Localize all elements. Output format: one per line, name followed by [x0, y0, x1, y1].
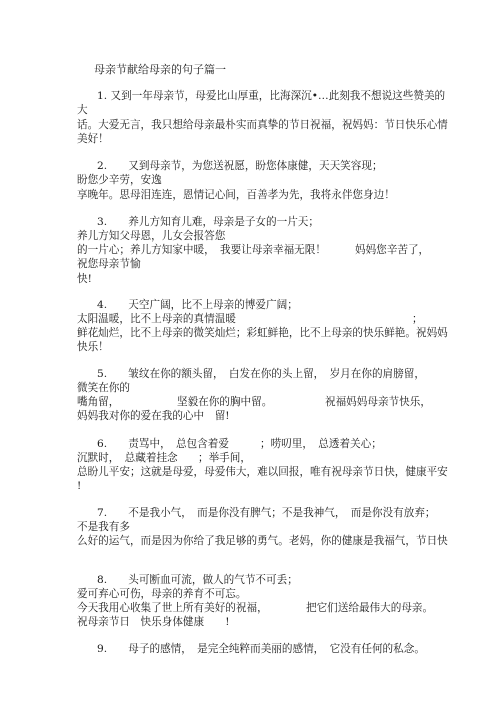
paragraph-5-line-5: 祝福妈妈母亲节快乐， — [325, 396, 431, 408]
paragraph-7-line-2: 不是我有多 — [77, 521, 130, 533]
paragraph-4-line-3: ； — [412, 313, 423, 325]
paragraph-3-line-3: 的一片心；养儿方知家中暖， 我要让母亲幸福无限！ — [77, 244, 326, 256]
paragraph-6-line-6: ! — [77, 480, 82, 492]
page-title: 母亲节献给母亲的句子篇一 — [94, 63, 226, 76]
paragraph-5-line-6: 妈妈我对你的爱在我的心中 留! — [77, 410, 230, 422]
paragraph-5-line-1: 5. 皱纹在你的额头留， 白发在你的头上留， 岁月在你的肩膀留， — [97, 368, 425, 380]
paragraph-7-line-3: 么好的运气，而是因为你给了我足够的勇气。老妈，你的健康是我福气，节日快 — [77, 535, 448, 547]
paragraph-1-line-3: 话。大爱无言，我只想给母亲最朴实而真挚的节日祝福，祝妈妈：节日快乐心情 — [77, 119, 448, 131]
paragraph-4-line-2: 太阳温暖，比不上母亲的真情温暖 — [77, 313, 236, 325]
paragraph-7-line-1: 7. 不是我小气， 而是你没有脾气；不是我神气， 而是你没有放弃； — [97, 507, 436, 519]
paragraph-9-line-1: 9. 母子的感情， 是完全纯粹而美丽的感情， 它没有任何的私念。 — [97, 643, 425, 655]
paragraph-1-line-2: 大 — [77, 104, 88, 116]
paragraph-8-line-2: 爱可弃心可伤，母亲的养育不可忘。 — [77, 588, 247, 600]
paragraph-8-line-1: 8. 头可断血可流，做人的气节不可丢； — [97, 574, 298, 586]
paragraph-6-line-4: ；举手间， — [198, 452, 251, 464]
paragraph-3-line-2: 养儿方知父母恩，儿女会报答您 — [77, 230, 226, 242]
paragraph-3-line-5: 祝您母亲节愉 — [77, 258, 141, 270]
paragraph-3-line-4: 妈妈您辛苦了， — [355, 244, 430, 256]
paragraph-6-line-2: ；唠叨里， 总透着关心； — [260, 438, 382, 450]
paragraph-1-line-4: 美好！ — [77, 133, 109, 145]
paragraph-5-line-3: 嘴角留， — [77, 396, 120, 408]
paragraph-2-line-2: 盼您少辛劳，安逸 — [77, 174, 162, 186]
paragraph-6-line-1: 6. 责骂中， 总包含着爱 — [97, 438, 229, 450]
paragraph-6-line-3: 沉默时， 总藏着挂念 — [77, 452, 178, 464]
paragraph-5-line-2: 微笑在你的 — [77, 382, 130, 394]
paragraph-8-line-5: 祝母亲节日 快乐身体健康 ! — [77, 616, 230, 628]
paragraph-6-line-5: 总盼儿平安；这就是母爱，母爱伟大，难以回报，唯有祝母亲节日快，健康平安 — [77, 466, 448, 478]
paragraph-5-line-4: 坚毅在你的胸中留。 — [177, 396, 273, 408]
paragraph-2-line-1: 2. 又到母亲节，为您送祝愿，盼您体康健，天天笑容现； — [97, 160, 383, 172]
paragraph-4-line-5: 快乐！ — [77, 341, 109, 353]
paragraph-3-line-1: 3. 养儿方知育儿难，母亲是子女的一片天； — [97, 216, 319, 228]
paragraph-2-line-3: 享晚年。思母泪连连，恩情记心间，百善孝为先，我将永伴您身边！ — [77, 189, 395, 201]
paragraph-8-line-3: 今天我用心收集了世上所有美好的祝福， — [77, 602, 268, 614]
paragraph-8-line-4: 把它们送给最伟大的母亲。 — [306, 602, 434, 614]
paragraph-4-line-4: 鲜花灿烂，比不上母亲的微笑灿烂；彩虹鲜艳，比不上母亲的快乐鲜艳。祝妈妈 — [77, 327, 448, 339]
paragraph-1-line-1: 1. 又到一年母亲节，母爱比山厚重，比海深沉•…此刻我不想说这些赞美的 — [97, 90, 446, 102]
paragraph-3-line-6: 快! — [77, 273, 92, 285]
paragraph-4-line-1: 4. 天空广阔，比不上母亲的博爱广阔； — [97, 299, 298, 311]
